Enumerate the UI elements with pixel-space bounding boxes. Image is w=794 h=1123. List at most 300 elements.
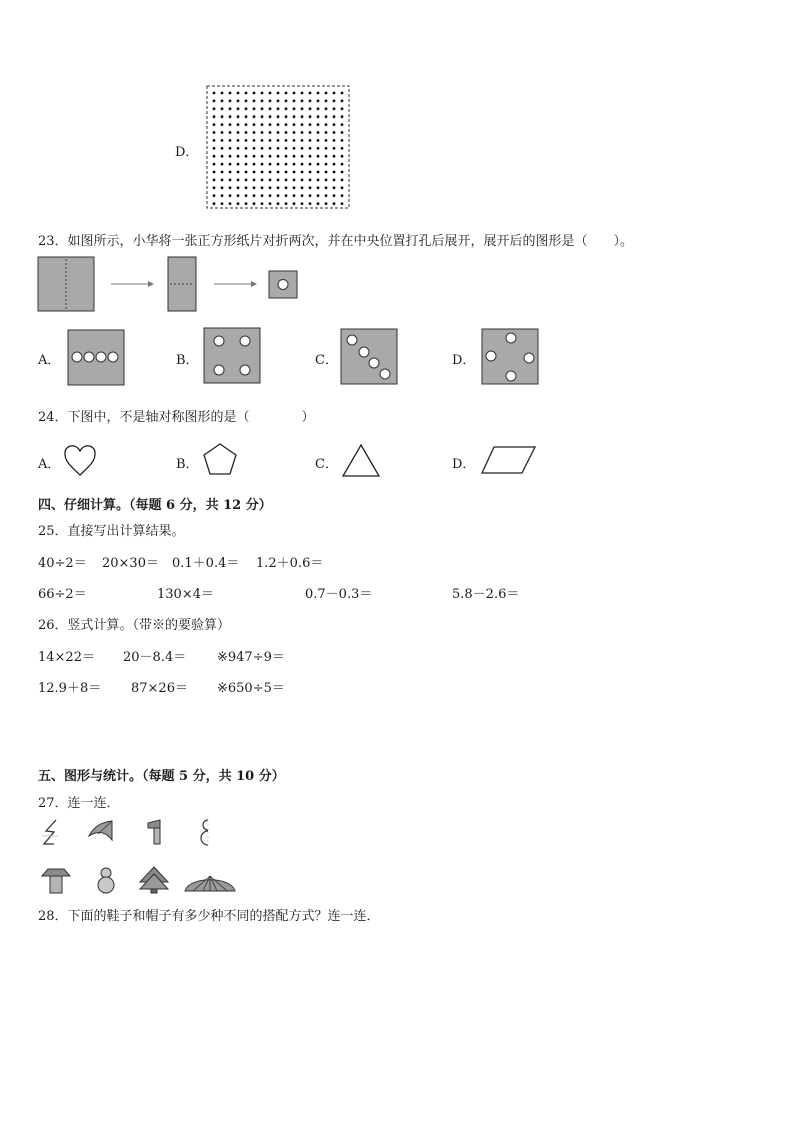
grid-dot — [309, 100, 312, 103]
grid-dot — [213, 131, 216, 134]
half-lightning-icon — [40, 818, 60, 848]
q26-expr: 87×26＝ — [131, 681, 188, 696]
q23-option-b-figure — [203, 327, 261, 385]
grid-dot — [269, 92, 272, 95]
grid-dot — [221, 107, 224, 110]
grid-dot — [229, 115, 232, 118]
grid-dot — [285, 171, 288, 174]
grid-dot — [285, 186, 288, 189]
grid-dot — [341, 171, 344, 174]
grid-dot — [341, 163, 344, 166]
grid-dot — [317, 202, 320, 205]
q25-expr: 20×30＝ — [102, 556, 159, 571]
grid-dot — [229, 147, 232, 150]
q23-option-d-figure — [481, 328, 539, 386]
grid-dot — [325, 139, 328, 142]
q24-parallelogram-figure — [480, 445, 538, 477]
grid-dot — [269, 179, 272, 182]
grid-dot — [245, 147, 248, 150]
grid-dot — [341, 202, 344, 205]
grid-dot — [213, 107, 216, 110]
grid-dot — [229, 171, 232, 174]
grid-dot — [261, 100, 264, 103]
grid-dot — [285, 100, 288, 103]
grid-dot — [301, 107, 304, 110]
q25-prompt: 25．直接写出计算结果。 — [38, 524, 185, 539]
grid-dot — [285, 131, 288, 134]
grid-dot — [325, 115, 328, 118]
grid-dot — [213, 147, 216, 150]
grid-dot — [261, 186, 264, 189]
grid-dot — [253, 131, 256, 134]
grid-dot — [261, 139, 264, 142]
grid-dot — [229, 155, 232, 158]
grid-dot — [237, 147, 240, 150]
grid-dot — [229, 194, 232, 197]
q22-option-d-label: D． — [175, 145, 199, 160]
grid-dot — [213, 179, 216, 182]
grid-dot — [317, 92, 320, 95]
grid-dot — [317, 139, 320, 142]
grid-dot — [261, 92, 264, 95]
grid-dot — [317, 179, 320, 182]
grid-dot — [253, 107, 256, 110]
grid-dot — [333, 147, 336, 150]
grid-dot — [309, 179, 312, 182]
q24-pentagon-figure — [202, 442, 238, 478]
grid-dot — [229, 179, 232, 182]
grid-dot — [277, 100, 280, 103]
grid-dot — [277, 115, 280, 118]
grid-dot — [213, 186, 216, 189]
grid-dot — [221, 155, 224, 158]
grid-dot — [285, 123, 288, 126]
grid-dot — [309, 139, 312, 142]
q27-prompt: 27．连一连． — [38, 796, 120, 811]
q24-option-d-label: D． — [452, 457, 476, 472]
grid-dot — [317, 115, 320, 118]
grid-dot — [325, 123, 328, 126]
grid-dot — [317, 163, 320, 166]
grid-dot — [229, 100, 232, 103]
q26-expr: 14×22＝ — [38, 650, 95, 665]
grid-dot — [237, 131, 240, 134]
grid-dot — [229, 202, 232, 205]
q23-option-a-label: A． — [38, 353, 61, 368]
grid-dot — [341, 107, 344, 110]
grid-dot — [309, 171, 312, 174]
grid-dot — [293, 186, 296, 189]
grid-dot — [277, 147, 280, 150]
grid-dot — [261, 155, 264, 158]
grid-dot — [213, 92, 216, 95]
grid-dot — [293, 92, 296, 95]
grid-dot — [333, 202, 336, 205]
grid-dot — [333, 115, 336, 118]
q25-expr: 5.8－2.6＝ — [452, 587, 520, 602]
grid-dot — [317, 123, 320, 126]
grid-dot — [269, 202, 272, 205]
q25-expr: 1.2＋0.6＝ — [256, 556, 324, 571]
grid-dot — [221, 100, 224, 103]
grid-dot — [341, 100, 344, 103]
q24-option-b-label: B． — [176, 457, 199, 472]
grid-dot — [213, 171, 216, 174]
grid-dot — [293, 107, 296, 110]
grid-dot — [245, 171, 248, 174]
grid-dot — [333, 163, 336, 166]
grid-dot — [213, 100, 216, 103]
grid-dot — [293, 202, 296, 205]
grid-dot — [253, 186, 256, 189]
grid-dot — [221, 147, 224, 150]
grid-dot — [325, 163, 328, 166]
grid-dot — [245, 100, 248, 103]
grid-dot — [253, 100, 256, 103]
grid-dot — [229, 123, 232, 126]
grid-dot — [285, 179, 288, 182]
grid-dot — [301, 171, 304, 174]
grid-dot — [301, 131, 304, 134]
grid-dot — [325, 179, 328, 182]
grid-dot — [237, 92, 240, 95]
q24-heart-figure — [63, 442, 99, 478]
grid-dot — [245, 139, 248, 142]
grid-dot — [301, 92, 304, 95]
grid-dot — [309, 92, 312, 95]
grid-dot — [269, 186, 272, 189]
q25-expr: 40÷2＝ — [38, 556, 87, 571]
grid-dot — [341, 139, 344, 142]
grid-dot — [341, 194, 344, 197]
grid-dot — [269, 131, 272, 134]
q23-option-c-figure — [340, 328, 398, 386]
grid-dot — [245, 194, 248, 197]
mushroom-icon — [40, 866, 72, 896]
grid-dot — [293, 139, 296, 142]
grid-dot — [325, 171, 328, 174]
grid-dot — [293, 147, 296, 150]
grid-dot — [301, 100, 304, 103]
grid-dot — [245, 107, 248, 110]
grid-dot — [301, 202, 304, 205]
grid-dot — [245, 131, 248, 134]
q26-expr: ※947÷9＝ — [217, 650, 285, 665]
grid-dot — [221, 131, 224, 134]
half-umbrella-icon — [86, 818, 116, 846]
grid-dot — [253, 147, 256, 150]
grid-dot — [237, 163, 240, 166]
q23-option-c-label: C． — [315, 353, 338, 368]
umbrella-icon — [183, 870, 237, 894]
grid-dot — [325, 186, 328, 189]
grid-dot — [261, 107, 264, 110]
grid-dot — [229, 131, 232, 134]
grid-dot — [229, 107, 232, 110]
grid-dot — [253, 92, 256, 95]
grid-dot — [341, 123, 344, 126]
grid-dot — [309, 163, 312, 166]
grid-dot — [341, 179, 344, 182]
grid-dot — [269, 107, 272, 110]
grid-dot — [285, 155, 288, 158]
grid-dot — [269, 147, 272, 150]
grid-dot — [229, 186, 232, 189]
q24-option-a-label: A． — [38, 457, 61, 472]
grid-dot — [341, 155, 344, 158]
q23-option-b-label: B． — [176, 353, 199, 368]
grid-dot — [333, 171, 336, 174]
grid-dot — [229, 139, 232, 142]
q23-folding-diagram — [36, 255, 306, 315]
q25-expr: 130×4＝ — [157, 587, 214, 602]
grid-dot — [341, 147, 344, 150]
grid-dot — [269, 194, 272, 197]
grid-dot — [317, 155, 320, 158]
q23-option-d-label: D． — [452, 353, 476, 368]
q28-prompt: 28．下面的鞋子和帽子有多少种不同的搭配方式？连一连． — [38, 909, 380, 924]
grid-dot — [285, 194, 288, 197]
grid-dot — [269, 155, 272, 158]
grid-dot — [253, 139, 256, 142]
grid-dot — [261, 163, 264, 166]
grid-dot — [261, 171, 264, 174]
q24-triangle-figure — [341, 443, 381, 479]
grid-dot — [253, 123, 256, 126]
grid-dot — [333, 155, 336, 158]
grid-dot — [221, 115, 224, 118]
q23-option-a-figure — [67, 329, 125, 387]
grid-dot — [253, 194, 256, 197]
grid-dot — [293, 131, 296, 134]
grid-dot — [309, 115, 312, 118]
grid-dot — [325, 107, 328, 110]
grid-dot — [245, 186, 248, 189]
grid-dot — [293, 155, 296, 158]
grid-dot — [317, 131, 320, 134]
grid-dot — [301, 139, 304, 142]
grid-dot — [309, 147, 312, 150]
grid-dot — [245, 115, 248, 118]
grid-dot — [237, 186, 240, 189]
grid-dot — [285, 147, 288, 150]
grid-dot — [237, 155, 240, 158]
grid-dot — [325, 194, 328, 197]
grid-dot — [277, 139, 280, 142]
grid-dot — [277, 179, 280, 182]
grid-dot — [261, 123, 264, 126]
grid-dot — [253, 155, 256, 158]
grid-dot — [333, 194, 336, 197]
grid-dot — [301, 163, 304, 166]
q26-expr: 20－8.4＝ — [123, 650, 187, 665]
grid-dot — [269, 115, 272, 118]
grid-dot — [221, 179, 224, 182]
grid-dot — [245, 202, 248, 205]
grid-dot — [237, 202, 240, 205]
section-4-heading: 四、仔细计算。（每题 6 分，共 12 分） — [38, 498, 272, 513]
grid-dot — [309, 123, 312, 126]
grid-dot — [221, 123, 224, 126]
grid-dot — [277, 92, 280, 95]
grid-dot — [293, 100, 296, 103]
grid-dot — [309, 186, 312, 189]
grid-dot — [333, 131, 336, 134]
grid-dot — [213, 202, 216, 205]
grid-dot — [221, 163, 224, 166]
grid-dot — [301, 186, 304, 189]
grid-dot — [213, 163, 216, 166]
grid-dot — [261, 202, 264, 205]
grid-dot — [261, 131, 264, 134]
grid-dot — [269, 139, 272, 142]
grid-dot — [341, 92, 344, 95]
grid-dot — [245, 163, 248, 166]
grid-dot — [285, 115, 288, 118]
grid-dot — [237, 107, 240, 110]
grid-dot — [285, 92, 288, 95]
grid-dot — [229, 92, 232, 95]
grid-dot — [245, 179, 248, 182]
grid-dot — [325, 155, 328, 158]
grid-dot — [333, 186, 336, 189]
grid-dot — [301, 123, 304, 126]
grid-dot — [269, 171, 272, 174]
grid-dot — [253, 202, 256, 205]
grid-dot — [277, 107, 280, 110]
grid-dot — [277, 131, 280, 134]
q25-expr: 66÷2＝ — [38, 587, 87, 602]
grid-dot — [285, 107, 288, 110]
grid-dot — [277, 194, 280, 197]
grid-dot — [221, 139, 224, 142]
grid-dot — [253, 115, 256, 118]
grid-dot — [261, 147, 264, 150]
grid-dot — [285, 139, 288, 142]
grid-dot — [261, 179, 264, 182]
grid-dot — [309, 107, 312, 110]
grid-dot — [237, 139, 240, 142]
grid-dot — [213, 155, 216, 158]
grid-dot — [293, 123, 296, 126]
grid-dot — [309, 131, 312, 134]
grid-dot — [301, 179, 304, 182]
grid-dot — [213, 194, 216, 197]
tree-icon — [138, 865, 170, 895]
grid-dot — [333, 100, 336, 103]
grid-dot — [213, 115, 216, 118]
grid-dot — [341, 115, 344, 118]
grid-dot — [277, 123, 280, 126]
grid-dot — [309, 155, 312, 158]
snowman-icon — [95, 865, 117, 895]
grid-dot — [253, 179, 256, 182]
q23-question: 23．如图所示，小华将一张正方形纸片对折两次，并在中央位置打孔后展开，展开后的图形是（ ）。 — [38, 234, 634, 249]
grid-dot — [237, 171, 240, 174]
grid-dot — [293, 163, 296, 166]
grid-dot — [341, 186, 344, 189]
grid-dot — [325, 131, 328, 134]
grid-dot — [237, 100, 240, 103]
q26-prompt: 26．竖式计算。（带※的要验算） — [38, 618, 231, 633]
grid-dot — [269, 100, 272, 103]
q25-expr: 0.7－0.3＝ — [305, 587, 373, 602]
grid-dot — [309, 202, 312, 205]
grid-dot — [245, 155, 248, 158]
grid-dot — [221, 202, 224, 205]
grid-dot — [269, 163, 272, 166]
grid-dot — [317, 147, 320, 150]
q26-expr: ※650÷5＝ — [217, 681, 285, 696]
grid-dot — [333, 179, 336, 182]
grid-dot — [293, 115, 296, 118]
grid-dot — [261, 115, 264, 118]
grid-dot — [245, 92, 248, 95]
grid-dot — [301, 155, 304, 158]
q25-expr: 0.1＋0.4＝ — [172, 556, 240, 571]
grid-dot — [213, 139, 216, 142]
grid-dot — [333, 139, 336, 142]
half-snowman-icon — [196, 817, 214, 849]
grid-dot — [245, 123, 248, 126]
grid-dot — [325, 147, 328, 150]
grid-dot — [253, 163, 256, 166]
grid-dot — [301, 115, 304, 118]
grid-dot — [317, 100, 320, 103]
grid-dot — [325, 92, 328, 95]
grid-dot — [317, 194, 320, 197]
grid-dot — [301, 147, 304, 150]
grid-dot — [293, 194, 296, 197]
grid-dot — [237, 115, 240, 118]
grid-dot — [317, 171, 320, 174]
grid-dot — [221, 194, 224, 197]
q24-option-c-label: C． — [315, 457, 338, 472]
grid-dot — [293, 171, 296, 174]
grid-dot — [333, 92, 336, 95]
grid-dot — [301, 194, 304, 197]
half-mushroom-icon — [145, 818, 165, 848]
grid-dot — [213, 123, 216, 126]
grid-dot — [325, 100, 328, 103]
q22-dot-grid-figure — [206, 85, 352, 211]
grid-dot — [277, 202, 280, 205]
q26-expr: 12.9＋8＝ — [38, 681, 102, 696]
grid-dot — [285, 163, 288, 166]
q24-question: 24．下图中，不是轴对称图形的是（ ） — [38, 410, 315, 425]
grid-dot — [221, 186, 224, 189]
grid-dot — [309, 194, 312, 197]
grid-dot — [277, 155, 280, 158]
grid-dot — [333, 107, 336, 110]
grid-dot — [277, 163, 280, 166]
grid-dot — [253, 171, 256, 174]
grid-dot — [229, 163, 232, 166]
grid-dot — [325, 202, 328, 205]
section-5-heading: 五、图形与统计。（每题 5 分，共 10 分） — [38, 769, 285, 784]
grid-dot — [333, 123, 336, 126]
grid-dot — [237, 179, 240, 182]
grid-dot — [277, 171, 280, 174]
grid-dot — [341, 131, 344, 134]
grid-dot — [285, 202, 288, 205]
grid-dot — [269, 123, 272, 126]
grid-dot — [277, 186, 280, 189]
grid-dot — [221, 92, 224, 95]
grid-dot — [261, 194, 264, 197]
grid-dot — [221, 171, 224, 174]
grid-dot — [317, 186, 320, 189]
